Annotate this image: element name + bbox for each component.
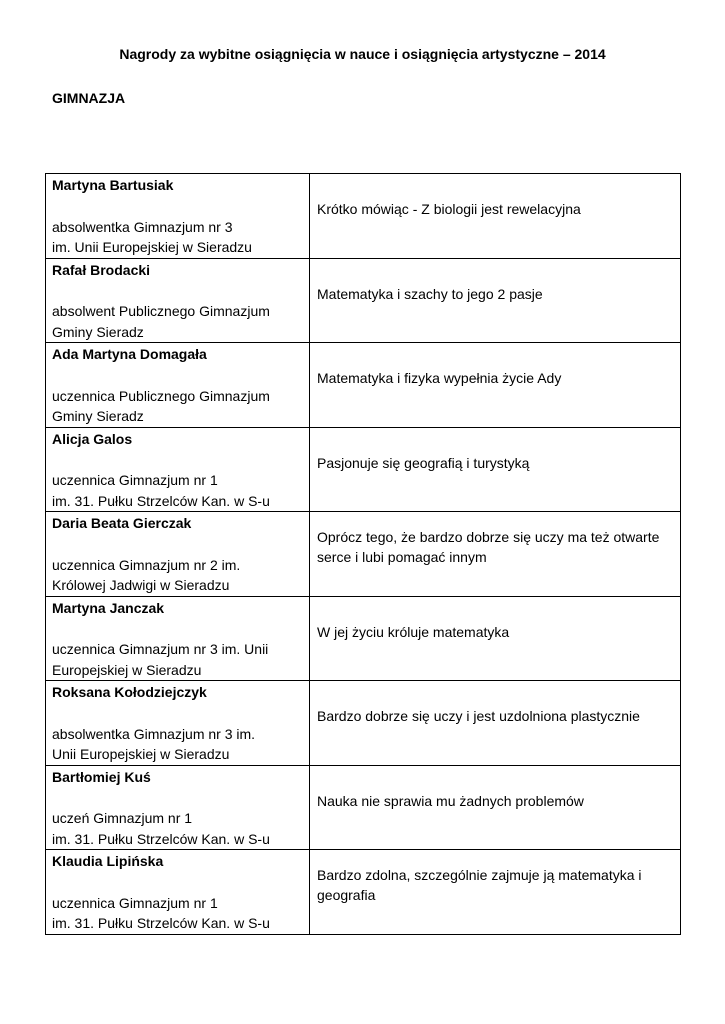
table-row xyxy=(46,427,681,512)
table-row xyxy=(46,174,681,259)
student-description: Bardzo dobrze się uczy i jest uzdolniona plastycznie xyxy=(317,708,640,724)
description-cell xyxy=(310,343,681,428)
student-name: Daria Beata Gierczak xyxy=(52,515,192,531)
description-cell xyxy=(310,174,681,259)
student-name: Ada Martyna Domagała xyxy=(52,346,207,362)
student-name: Bartłomiej Kuś xyxy=(52,768,151,785)
person-cell xyxy=(46,258,310,343)
person-cell xyxy=(46,427,310,512)
person-cell xyxy=(46,343,310,428)
table-row xyxy=(46,258,681,343)
person-cell xyxy=(46,174,310,259)
description-cell xyxy=(310,512,681,597)
student-description: W jej życiu króluje matematyka xyxy=(317,623,510,640)
person-cell xyxy=(46,765,310,850)
page-title: Nagrody za wybitne osiągnięcia w nauce i osiągnięcia artystyczne – 2014 xyxy=(119,46,606,62)
student-description: Matematyka i szachy to jego 2 pasje xyxy=(317,285,543,302)
description-cell xyxy=(310,681,681,766)
student-name: Martyna Bartusiak xyxy=(52,177,174,193)
description-cell xyxy=(310,850,681,935)
awards-table xyxy=(45,173,681,935)
student-description: Matematyka i fizyka wypełnia życie Ady xyxy=(317,370,562,386)
student-school: absolwentka Gimnazjum nr 3 im. Unii Europejskiej w Sieradzu xyxy=(52,725,256,762)
person-cell xyxy=(46,850,310,935)
student-description: Bardzo zdolna, szczególnie zajmuje ją matematyka i geografia xyxy=(317,866,642,904)
section-heading: GIMNAZJA xyxy=(52,90,126,106)
description-cell xyxy=(310,258,681,343)
description-cell xyxy=(310,765,681,850)
student-school: uczeń Gimnazjum nr 1 im. 31. Pułku Strzelców Kan. w S-u xyxy=(52,810,270,847)
description-cell xyxy=(310,427,681,512)
student-school: uczennica Gimnazjum nr 1 im. 31. Pułku Strzelców Kan. w S-u xyxy=(52,894,270,931)
table-row xyxy=(46,512,681,597)
table-row xyxy=(46,765,681,850)
table-row xyxy=(46,681,681,766)
table-row xyxy=(46,596,681,681)
student-school: uczennica Gimnazjum nr 1 im. 31. Pułku Strzelców Kan. w S-u xyxy=(52,472,270,509)
description-cell xyxy=(310,596,681,681)
student-name: Martyna Janczak xyxy=(52,599,165,616)
student-description: Nauka nie sprawia mu żadnych problemów xyxy=(317,792,584,809)
student-school: uczennica Gimnazjum nr 3 im. Unii Europejskiej w Sieradzu xyxy=(52,641,269,678)
table-row xyxy=(46,850,681,935)
table-row xyxy=(46,343,681,428)
student-description: Oprócz tego, że bardzo dobrze się uczy ma też otwarte serce i lubi pomagać innym xyxy=(317,528,660,566)
student-name: Rafał Brodacki xyxy=(52,261,151,278)
student-school: absolwent Publicznego Gimnazjum Gminy Sieradz xyxy=(52,303,270,340)
person-cell xyxy=(46,512,310,597)
student-name: Roksana Kołodziejczyk xyxy=(52,684,207,700)
person-cell xyxy=(46,681,310,766)
student-description: Pasjonuje się geografią i turystyką xyxy=(317,454,530,471)
student-name: Alicja Galos xyxy=(52,430,133,447)
student-description: Krótko mówiąc - Z biologii jest rewelacyjna xyxy=(317,201,581,217)
person-cell xyxy=(46,596,310,681)
student-school: absolwentka Gimnazjum nr 3 im. Unii Europejskiej w Sieradzu xyxy=(52,218,252,255)
student-school: uczennica Publicznego Gimnazjum Gminy Sieradz xyxy=(52,387,270,424)
student-name: Klaudia Lipińska xyxy=(52,853,164,869)
student-school: uczennica Gimnazjum nr 2 im. Królowej Jadwigi w Sieradzu xyxy=(52,556,241,593)
